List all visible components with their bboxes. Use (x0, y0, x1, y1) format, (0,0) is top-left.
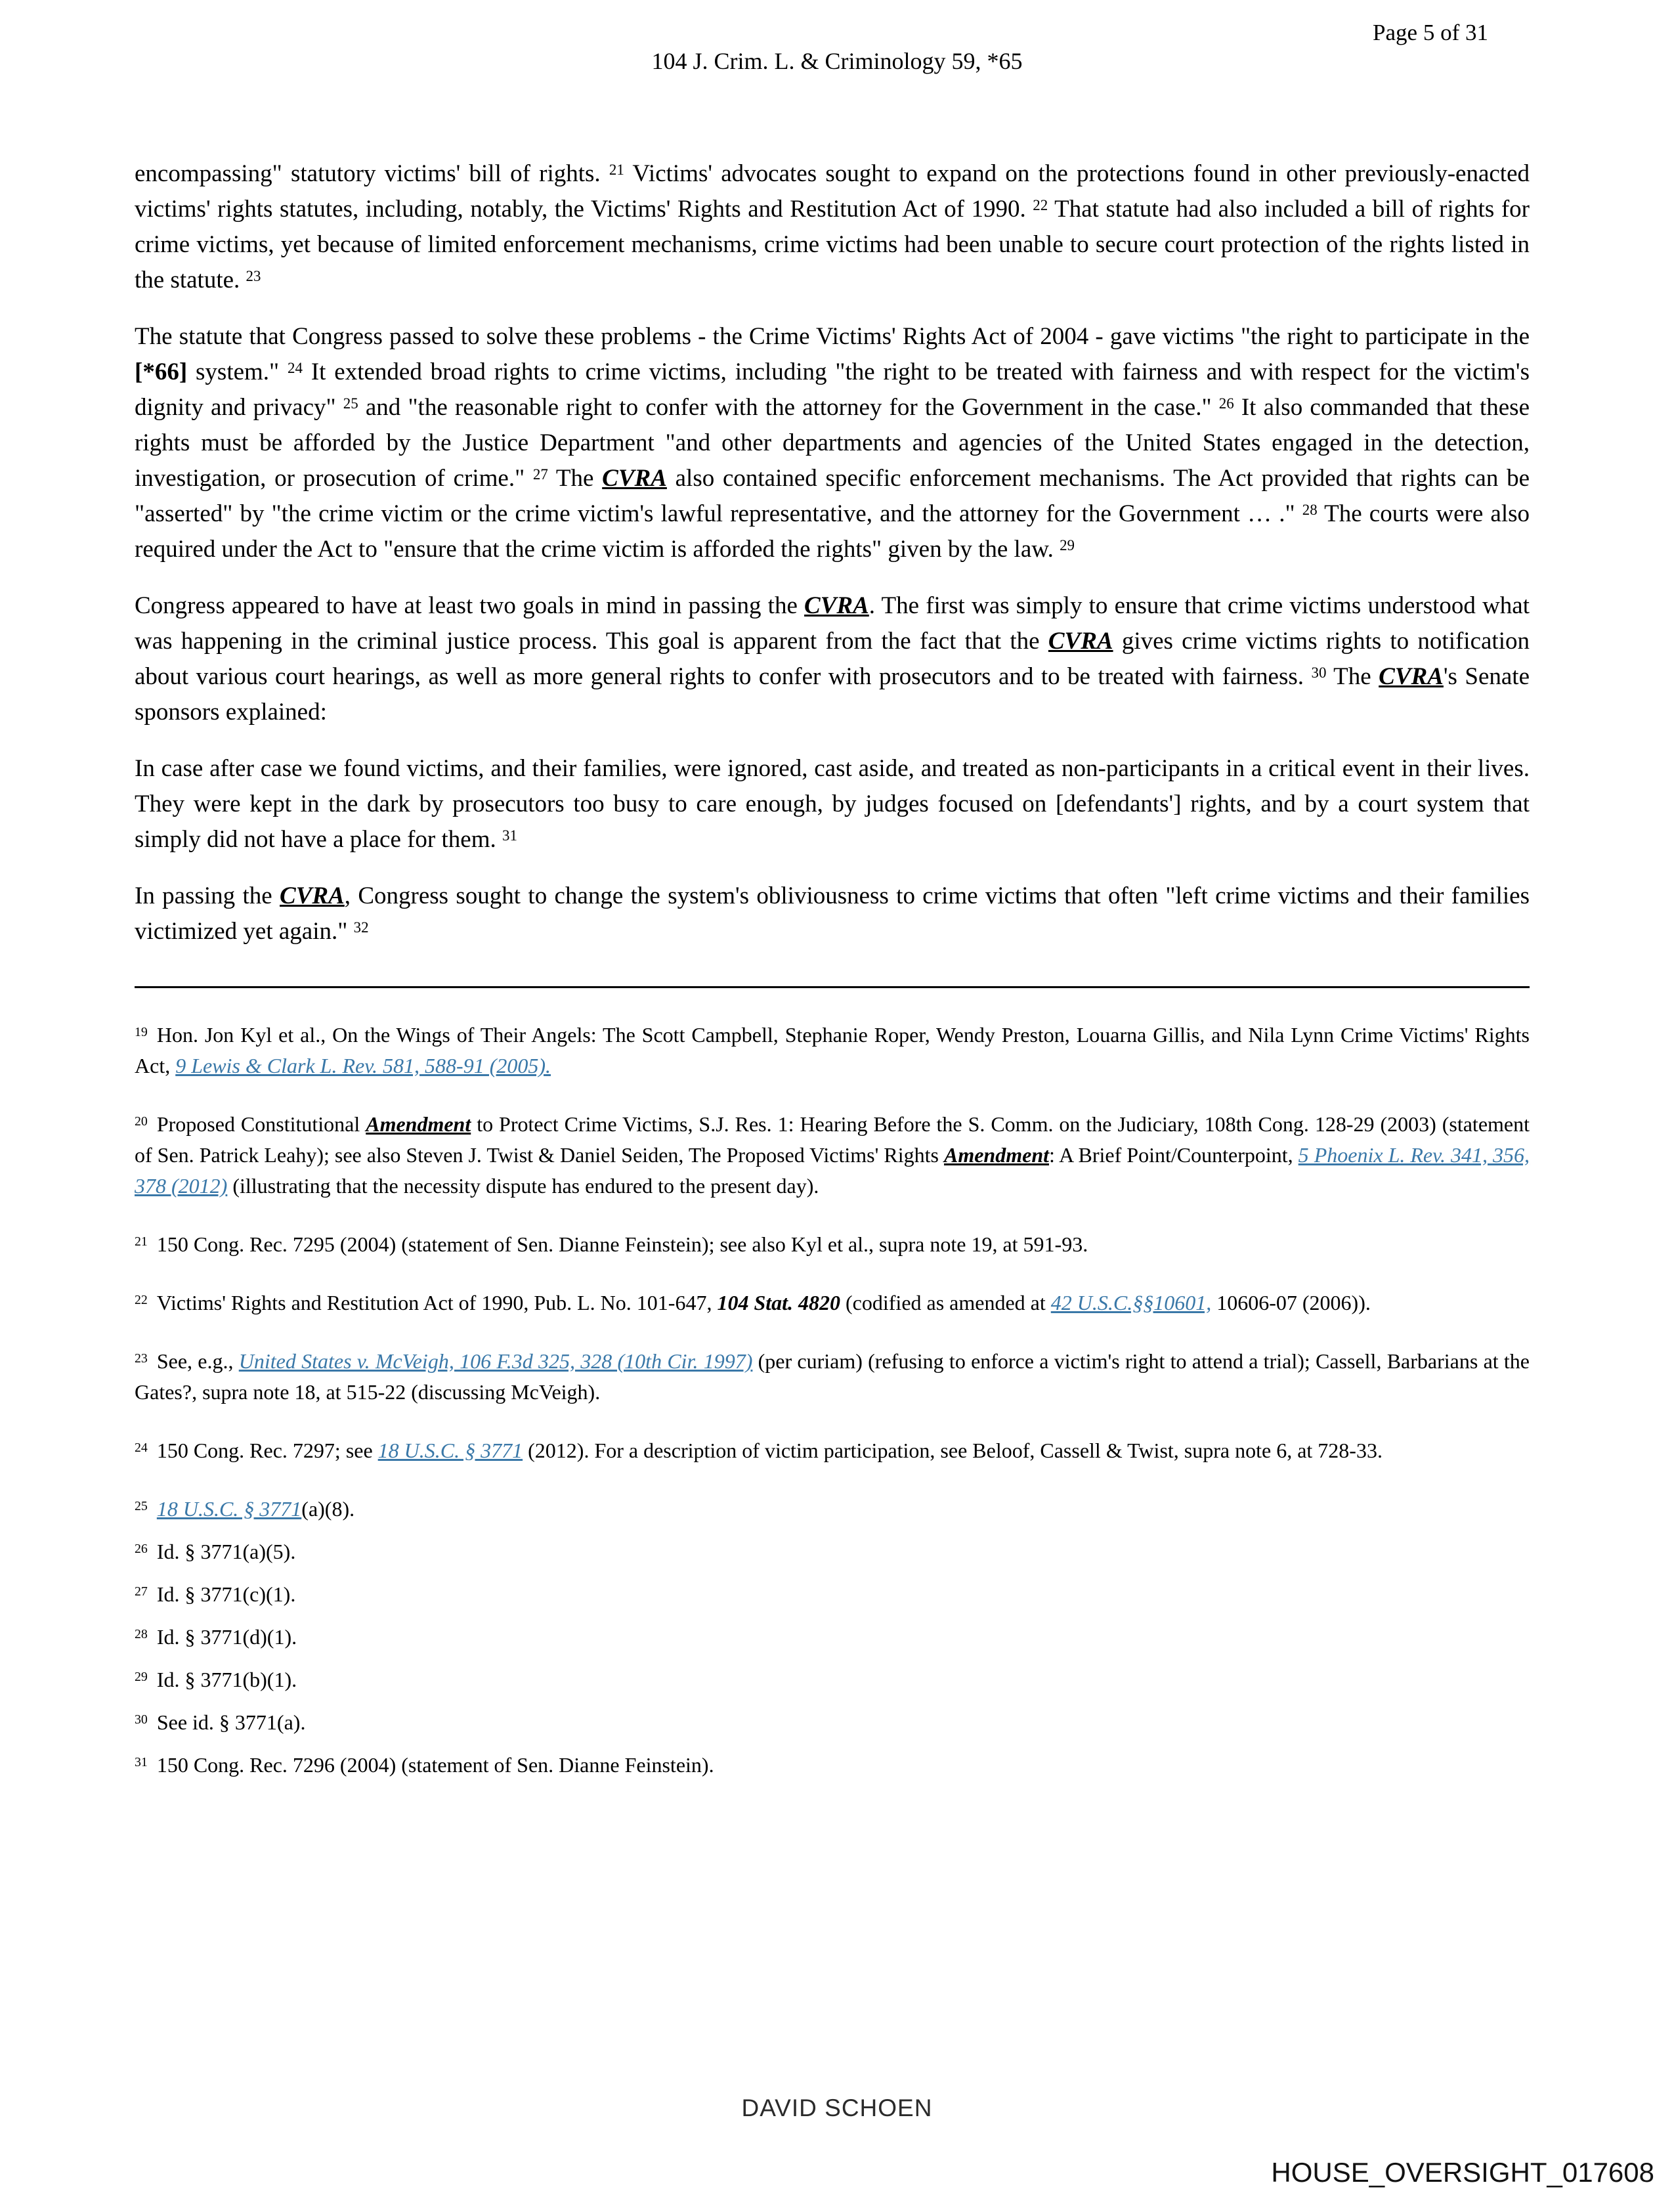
text-run: also contained specific enforcement mechanisms. The Act provided that rights can be "asserted" by "the crime victim or the crime victim's lawful representative, and the attorney for the Government … ." (135, 465, 1530, 527)
footnote-number: 19 (135, 1025, 148, 1040)
footnote-number: 22 (135, 1293, 148, 1308)
citation-link[interactable]: 9 Lewis & Clark L. Rev. 581, 588-91 (2005). (175, 1054, 551, 1077)
bold-text: [*66] (135, 358, 188, 385)
term-link[interactable]: CVRA (1379, 663, 1444, 690)
text-run: 150 Cong. Rec. 7295 (2004) (statement of Sen. Dianne Feinstein); see also Kyl et al., supra note 19, at 591-93. (156, 1232, 1088, 1256)
text-run: In case after case we found victims, and their families, were ignored, cast aside, and treated as non-participants in a critical event in their lives. They were kept in the dark by prosecutors too busy to care enough, by judges focused on [defendants'] rights, and by a court system that simply did not have a place for them. (135, 755, 1530, 853)
footnote (135, 1579, 1530, 1610)
citation-link[interactable]: 18 U.S.C. § 3771 (156, 1497, 302, 1521)
footnote-number: 31 (135, 1755, 148, 1770)
text-run: It extended broad rights to crime victims, including "the right to be treated with fairness and with respect for the victim's dignity and privacy" (135, 358, 1530, 421)
text-run: Proposed Constitutional (156, 1112, 366, 1136)
text-run: 150 Cong. Rec. 7296 (2004) (statement of Sen. Dianne Feinstein). (156, 1753, 714, 1777)
text-run: . The first was simply to ensure that crime victims understood what was happening in the criminal justice process. This goal is apparent from the fact that the (135, 592, 1530, 655)
footnote-reference: 28 (1302, 501, 1318, 518)
text-run: to Protect Crime Victims, S.J. Res. 1: Hearing Before the S. Comm. on the Judiciary, 108th Cong. 128-29 (2003) (statement of Sen. Patrick Leahy); see also Steven J. Twist & Daniel Seiden, The Proposed Victims' Rights (135, 1112, 1530, 1167)
page-number: Page 5 of 31 (1373, 20, 1488, 45)
footnote-separator (135, 986, 1530, 988)
paragraph (135, 751, 1530, 857)
text-run: (illustrating that the necessity dispute has endured to the present day). (227, 1174, 819, 1198)
text-run: That statute had also included a bill of rights for crime victims, yet because of limited enforcement mechanisms, crime victims had been unable to secure court protection of the rights listed in the statute. (135, 196, 1530, 293)
footnote-reference: 25 (343, 395, 358, 412)
citation-link[interactable]: 42 U.S.C.§§10601, (1050, 1291, 1212, 1314)
text-run: encompassing" statutory victims' bill of rights. (135, 160, 609, 187)
footnote-reference: 24 (288, 359, 303, 376)
text-run: gives crime victims rights to notification about various court hearings, as well as more general rights to confer with prosecutors and to be treated with fairness. (135, 628, 1530, 690)
header-citation: 104 J. Crim. L. & Criminology 59, *65 (651, 48, 1023, 74)
text-run: The (547, 465, 603, 492)
footnote-reference: 32 (353, 919, 369, 936)
footnote (135, 1664, 1530, 1695)
footnote-reference: 26 (1218, 395, 1234, 412)
footnote-number: 24 (135, 1441, 148, 1456)
citation-link[interactable]: 5 Phoenix L. Rev. 341, 356, 378 (2012) (135, 1143, 1530, 1198)
text-run: and "the reasonable right to confer with the attorney for the Government in the case." (358, 394, 1219, 421)
footnote-number: 25 (135, 1499, 148, 1514)
footnote (135, 1435, 1530, 1466)
text-run: (2012). For a description of victim participation, see Beloof, Cassell & Twist, supra note 6, at 728-33. (523, 1439, 1383, 1462)
footnote-reference: 30 (1311, 664, 1327, 681)
footnote-reference: 22 (1033, 196, 1048, 213)
term-link[interactable]: CVRA (280, 882, 345, 909)
term-link[interactable]: CVRA (602, 465, 667, 492)
footnote-reference: 31 (502, 827, 517, 844)
text-run: 's Senate sponsors explained: (135, 663, 1530, 726)
footnote (135, 1020, 1530, 1081)
citation-link[interactable]: United States v. McVeigh, 106 F.3d 325, 328 (10th Cir. 1997) (238, 1349, 753, 1373)
footer-name: DAVID SCHOEN (741, 2094, 933, 2121)
footnote-number: 30 (135, 1712, 148, 1727)
footnote (135, 1109, 1530, 1202)
footnote (135, 1346, 1530, 1408)
body-text (135, 156, 1530, 949)
bates-stamp: HOUSE_OVERSIGHT_017608 (1271, 2157, 1654, 2188)
text-run: Id. § 3771(b)(1). (156, 1668, 297, 1691)
text-run: Id. § 3771(c)(1). (156, 1582, 296, 1606)
paragraph (135, 588, 1530, 730)
text-run: system." (187, 358, 288, 385)
bold-italic-text: 104 Stat. 4820 (717, 1291, 841, 1314)
text-run: In passing the (135, 882, 280, 909)
footnote-number: 20 (135, 1114, 148, 1129)
footnote-number: 23 (135, 1351, 148, 1366)
text-run: : A Brief Point/Counterpoint, (1049, 1143, 1298, 1167)
footnote (135, 1288, 1530, 1318)
text-run: See id. § 3771(a). (156, 1710, 306, 1734)
footnotes-section (135, 1020, 1530, 1781)
text-run: (codified as amended at (840, 1291, 1051, 1314)
footnote-reference: 23 (246, 267, 261, 284)
text-run: 150 Cong. Rec. 7297; see (156, 1439, 378, 1462)
footnote (135, 1536, 1530, 1567)
term-link[interactable]: CVRA (1048, 628, 1113, 655)
footnote (135, 1750, 1530, 1781)
text-run: Victims' Rights and Restitution Act of 1990, Pub. L. No. 101-647, (156, 1291, 718, 1314)
text-run: The (1326, 663, 1379, 690)
term-link[interactable]: Amendment (943, 1143, 1049, 1167)
footnote-number: 28 (135, 1627, 148, 1642)
footnote-number: 21 (135, 1234, 148, 1249)
footnote (135, 1622, 1530, 1653)
footnote (135, 1494, 1530, 1525)
text-run: Hon. Jon Kyl et al., On the Wings of Their Angels: The Scott Campbell, Stephanie Roper, Wendy Preston, Louarna Gillis, and Nila Lynn Crime Victims' Rights Act, (135, 1023, 1530, 1077)
text-run: (a)(8). (301, 1497, 355, 1521)
footnote-number: 29 (135, 1670, 148, 1685)
text-run: Victims' advocates sought to expand on the protections found in other previously-enacted victims' rights statutes, including, notably, the Victims' Rights and Restitution Act of 1990. (135, 160, 1530, 223)
paragraph (135, 878, 1530, 949)
text-run: See, e.g., (156, 1349, 239, 1373)
text-run: (per curiam) (refusing to enforce a victim's right to attend a trial); Cassell, Barbarians at the Gates?, supra note 18, at 515-22 (discussing McVeigh). (135, 1349, 1530, 1404)
text-run: The courts were also required under the Act to "ensure that the crime victim is afforded the rights" given by the law. (135, 500, 1530, 563)
footnote-reference: 27 (532, 466, 548, 483)
text-run: 10606-07 (2006)). (1211, 1291, 1371, 1314)
paragraph (135, 156, 1530, 298)
text-run: The statute that Congress passed to solve these problems - the Crime Victims' Rights Act of 2004 - gave victims "the right to participate in the (135, 323, 1530, 350)
document-content (135, 156, 1530, 1792)
citation-link[interactable]: 18 U.S.C. § 3771 (377, 1439, 523, 1462)
text-run: It also commanded that these rights must be afforded by the Justice Department "and other departments and agencies of the United States engaged in the detection, investigation, or prosecution of crime." (135, 394, 1530, 492)
footnote-number: 26 (135, 1542, 148, 1557)
text-run: Congress appeared to have at least two goals in mind in passing the (135, 592, 805, 619)
text-run: Id. § 3771(a)(5). (156, 1540, 296, 1563)
text-run: , Congress sought to change the system's obliviousness to crime victims that often "left crime victims and their families victimized yet again." (135, 882, 1530, 945)
footnote (135, 1707, 1530, 1738)
footnote-number: 27 (135, 1584, 148, 1599)
footnote-reference: 29 (1060, 536, 1075, 553)
footnote-reference: 21 (609, 161, 624, 178)
term-link[interactable]: CVRA (804, 592, 869, 619)
paragraph (135, 319, 1530, 567)
term-link[interactable]: Amendment (366, 1112, 471, 1136)
footnote (135, 1229, 1530, 1260)
text-run: Id. § 3771(d)(1). (156, 1625, 297, 1649)
